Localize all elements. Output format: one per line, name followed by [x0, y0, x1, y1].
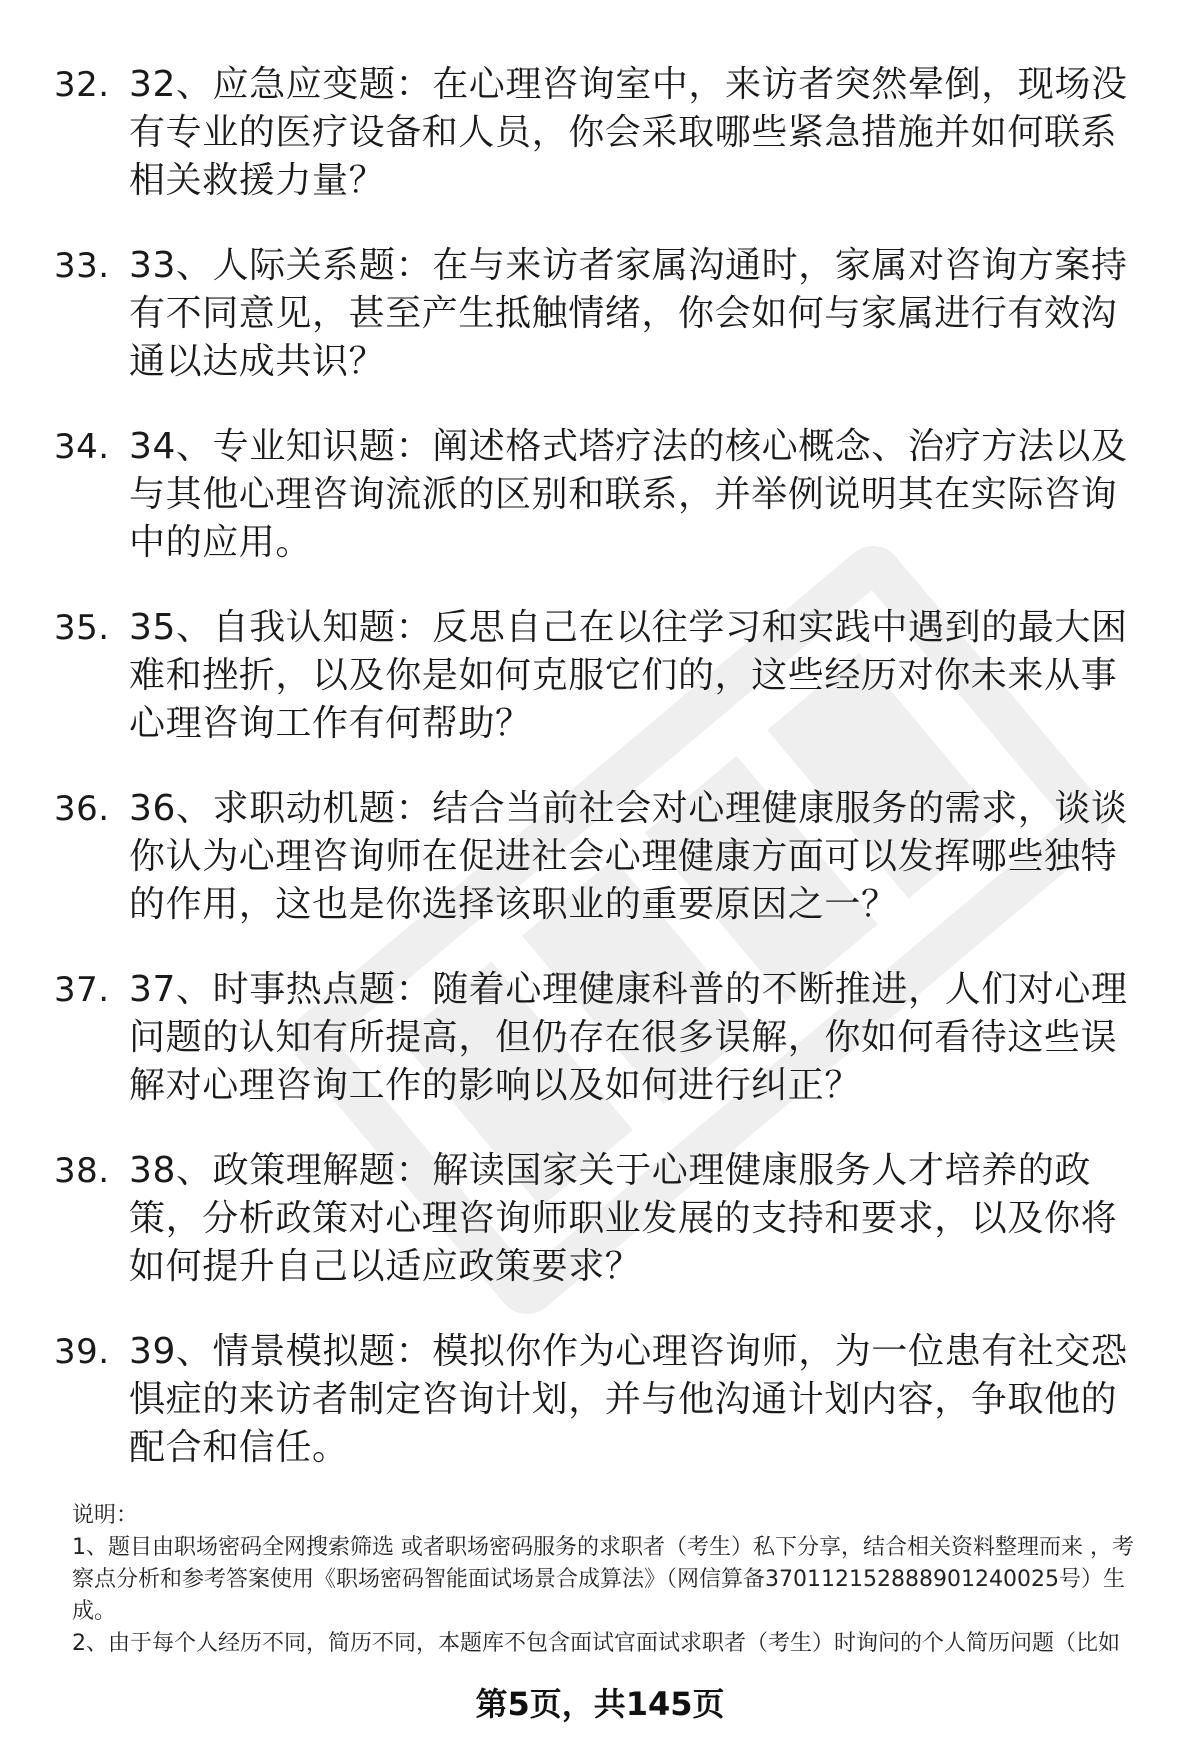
notes-heading: 说明：: [72, 1503, 139, 1528]
question-item: [0, 779, 1200, 960]
question-number: 39.: [54, 1332, 110, 1372]
question-item: [0, 236, 1200, 417]
question-text: 39、情景模拟题：模拟你作为心理咨询师，为一位患有社交恐惧症的来访者制定咨询计划，并与他沟通计划内容，争取他的配合和信任。: [129, 1331, 1128, 1468]
question-number: 35.: [54, 608, 110, 648]
notes-section: [72, 1500, 1142, 1660]
question-item: [0, 1141, 1200, 1322]
question-item: [0, 55, 1200, 236]
notes-item: 1、题目由职场密码全网搜索筛选 或者职场密码服务的求职者（考生）私下分享，结合相关资料整理而来 ，考察点分析和参考答案使用《职场密码智能面试场景合成算法》（网信算备370112152888901240025号）生成。: [72, 1535, 1134, 1624]
question-item: [0, 598, 1200, 779]
question-text: 34、专业知识题：阐述格式塔疗法的核心概念、治疗方法以及与其他心理咨询流派的区别和联系，并举例说明其在实际咨询中的应用。: [129, 426, 1128, 563]
question-item: [0, 1322, 1200, 1503]
question-item: [0, 960, 1200, 1141]
question-number: 36.: [54, 789, 110, 829]
question-text: 37、时事热点题：随着心理健康科普的不断推进，人们对心理问题的认知有所提高，但仍存在很多误解，你如何看待这些误解对心理咨询工作的影响以及如何进行纠正？: [129, 969, 1128, 1106]
question-number: 34.: [54, 427, 110, 467]
question-text: 38、政策理解题：解读国家关于心理健康服务人才培养的政策，分析政策对心理咨询师职业发展的支持和要求，以及你将如何提升自己以适应政策要求？: [129, 1150, 1118, 1287]
question-number: 33.: [54, 246, 110, 286]
question-item: [0, 417, 1200, 598]
question-number: 37.: [54, 970, 110, 1010]
question-text: 35、自我认知题：反思自己在以往学习和实践中遇到的最大困难和挫折，以及你是如何克服它们的，这些经历对你未来从事心理咨询工作有何帮助？: [129, 607, 1128, 744]
question-number: 38.: [54, 1151, 110, 1191]
question-text: 33、人际关系题：在与来访者家属沟通时，家属对咨询方案持有不同意见，甚至产生抵触情绪，你会如何与家属进行有效沟通以达成共识？: [129, 245, 1128, 382]
question-number: 32.: [54, 65, 110, 105]
question-text: 36、求职动机题：结合当前社会对心理健康服务的需求，谈谈你认为心理咨询师在促进社会心理健康方面可以发挥哪些独特的作用，这也是你选择该职业的重要原因之一？: [129, 788, 1128, 925]
page-footer: 第5页，共145页: [475, 1685, 725, 1723]
question-list: [0, 55, 1200, 1503]
notes-item: 2、由于每个人经历不同，简历不同，本题库不包含面试官面试求职者（考生）时询问的个人简历问题（比如: [72, 1631, 1121, 1656]
question-text: 32、应急应变题：在心理咨询室中，来访者突然晕倒，现场没有专业的医疗设备和人员，你会采取哪些紧急措施并如何联系相关救援力量？: [129, 64, 1128, 201]
